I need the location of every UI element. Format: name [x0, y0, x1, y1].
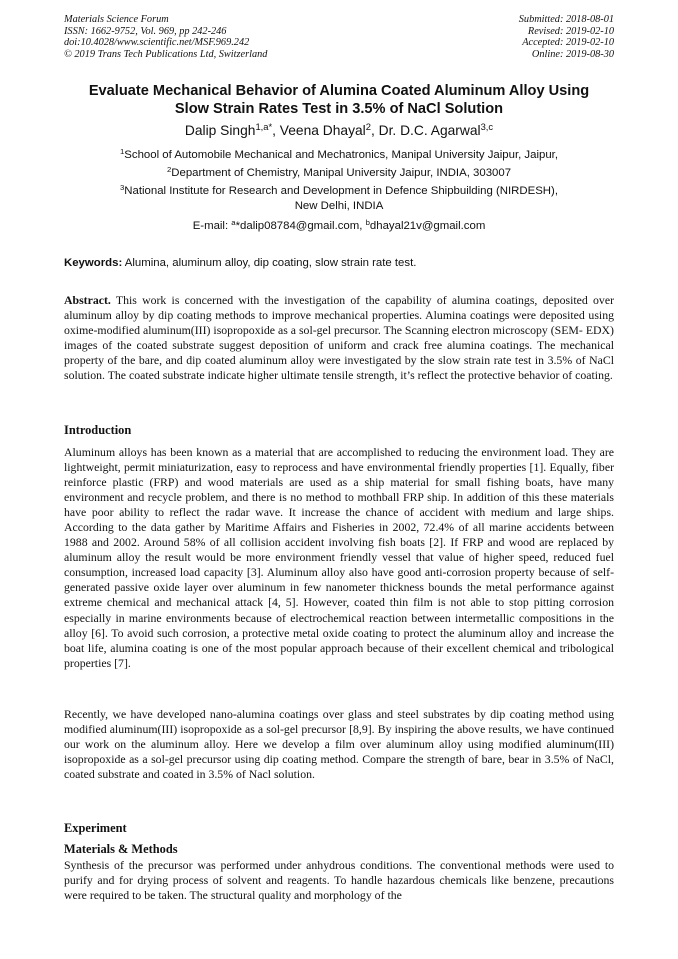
abstract [64, 293, 614, 383]
affiliation-sup: 2 [166, 164, 172, 174]
keywords-text: Alumina, aluminum alloy, dip coating, slow strain rate test. [122, 257, 417, 269]
publication-dates [519, 14, 614, 60]
email-address-1[interactable]: *dalip08784@gmail.com, [235, 220, 366, 232]
affiliation-2 [40, 166, 638, 181]
date-accepted: Accepted: 2019-02-10 [522, 37, 614, 49]
experiment-paragraph-1: Synthesis of the precursor was performed under anhydrous conditions. The conventional methods were used to purify and for drying process of solvent and reagents. To handle hazardous chemicals like benzene, precautions were required to be taken. The structural quality and morphology of the [64, 858, 614, 903]
introduction-paragraph-2: Recently, we have developed nano-alumina coatings over glass and steel substrates by dip coating method using modified aluminum(III) isopropoxide as a sol-gel precursor [8,9]. By inspiring the above results, we have continued our work on the aluminum alloy. Here we develop a film over aluminum alloy using modified aluminum(III) isopropoxide as a sol-gel precursor using dip coating method. Compare the strength of bare, bear in 3.5% of NaCl, coated substrate and coated in 3.5% of Nacl solution. [64, 707, 614, 782]
subsection-heading-materials-methods: Materials & Methods [64, 842, 178, 856]
journal-name: Materials Science Forum [64, 14, 169, 25]
section-heading-experiment: Experiment [64, 821, 127, 835]
journal-meta [64, 14, 267, 60]
email-sup: b [365, 217, 370, 227]
email-sup: a [231, 217, 236, 227]
date-revised: Revised: 2019-02-10 [527, 25, 614, 37]
journal-copyright: © 2019 Trans Tech Publications Ltd, Switzerland [64, 48, 268, 60]
keywords-label: Keywords: [64, 257, 123, 269]
title-line-2: Slow Strain Rates Test in 3.5% of NaCl Solution [174, 101, 504, 117]
abstract-label: Abstract. [64, 293, 111, 307]
author-separator: , [272, 123, 280, 138]
affiliation-3 [40, 184, 638, 214]
email-address-2[interactable]: dhayal21v@gmail.com [369, 220, 486, 232]
author-affiliation-sup: 3,c [480, 121, 494, 132]
paper-title [40, 82, 638, 118]
author-name: Dr. D.C. Agarwal [378, 123, 481, 138]
journal-issn: ISSN: 1662-9752, Vol. 969, pp 242-246 [64, 25, 227, 37]
keywords [64, 256, 614, 271]
affiliation-text-line-2: New Delhi, INDIA [294, 200, 384, 212]
author-affiliation-sup: 2 [365, 121, 371, 132]
abstract-text: This work is concerned with the investigation of the capability of alumina coatings, deposited over aluminum alloy by dip coating methods to improve mechanical properties. Alumina coatings were deposited using oxime-modified aluminum(III) isopropoxide as a sol-gel precursor. The Scanning electron microscopy (SEM- EDX) images of the coated substrate suggest deposition of uniform and crack free alumina coatings. The mechanical property of the bare, and dip coated aluminum alloy were investigated by the slow strain rate test in 3.5% of NaCl solution. The coated substrate indicate higher ultimate tensile strength, it’s reflect the protective behavior of coating. [64, 293, 614, 383]
email-label: E-mail: [192, 220, 232, 232]
section-heading-introduction: Introduction [64, 423, 132, 437]
title-line-1: Evaluate Mechanical Behavior of Alumina Coated Aluminum Alloy Using [88, 83, 590, 99]
affiliation-text: Department of Chemistry, Manipal University Jaipur, INDIA, 303007 [171, 167, 512, 179]
author-name: Dalip Singh [184, 123, 256, 138]
affiliation-text: National Institute for Research and Development in Defence Shipbuilding (NIRDESH), [124, 185, 558, 197]
author-affiliation-sup: 1,a* [255, 121, 273, 132]
affiliation-sup: 3 [119, 182, 125, 192]
journal-doi: doi:10.4028/www.scientific.net/MSF.969.242 [64, 37, 250, 49]
affiliation-sup: 1 [119, 146, 125, 156]
author-separator: , [370, 123, 379, 138]
author-list [40, 122, 638, 139]
author-name: Veena Dhayal [279, 123, 366, 138]
affiliation-1 [40, 148, 638, 163]
date-online: Online: 2019-08-30 [531, 48, 614, 60]
date-submitted: Submitted: 2018-08-01 [518, 14, 614, 25]
affiliation-text: School of Automobile Mechanical and Mechatronics, Manipal University Jaipur, Jaipur, [124, 149, 558, 161]
introduction-paragraph-1: Aluminum alloys has been known as a material that are accomplished to reducing the environment load. They are lightweight, permit miniaturization, easy to reprocess and have environmental friendly properties [1]. Equally, fiber reinforce plastic (FRP) and wood materials are used as a ship material for small fishing boats, have many environment and recycle problem, and there is no method to mothball FRP ship. In addition of this these materials have poor ability to reflect the radar wave. It increase the chance of accident with medium and large ships. According to the data gather by Maritime Affairs and Fisheries in 2002, 72.4% of all marine accidents between 1988 and 2002. Around 58% of all collision accident involving fish boats [2]. If FRP and wood are replaced by aluminum alloy the result would be more environment friendly vessel that value of higher speed, reduced fuel consumption, increased load capacity [3]. Aluminum alloy also have good anti-corrosion property because of self-generated passive oxide layer over aluminum in few nanometer thickness bounds the metal performance against extreme chemical and mechanical attack [4, 5]. However, coated thin film is not able to stop pitting corrosion especially in marine environments because of electrochemical reaction between intermetallic compositions in the alloy [6]. To avoid such corrosion, a protective metal oxide coating to protect the aluminum alloy and increase the boat life, alumina coating is one of the most popular approach because of their excellent chemical and tribological properties [7]. [64, 445, 614, 670]
email-line [40, 219, 638, 234]
